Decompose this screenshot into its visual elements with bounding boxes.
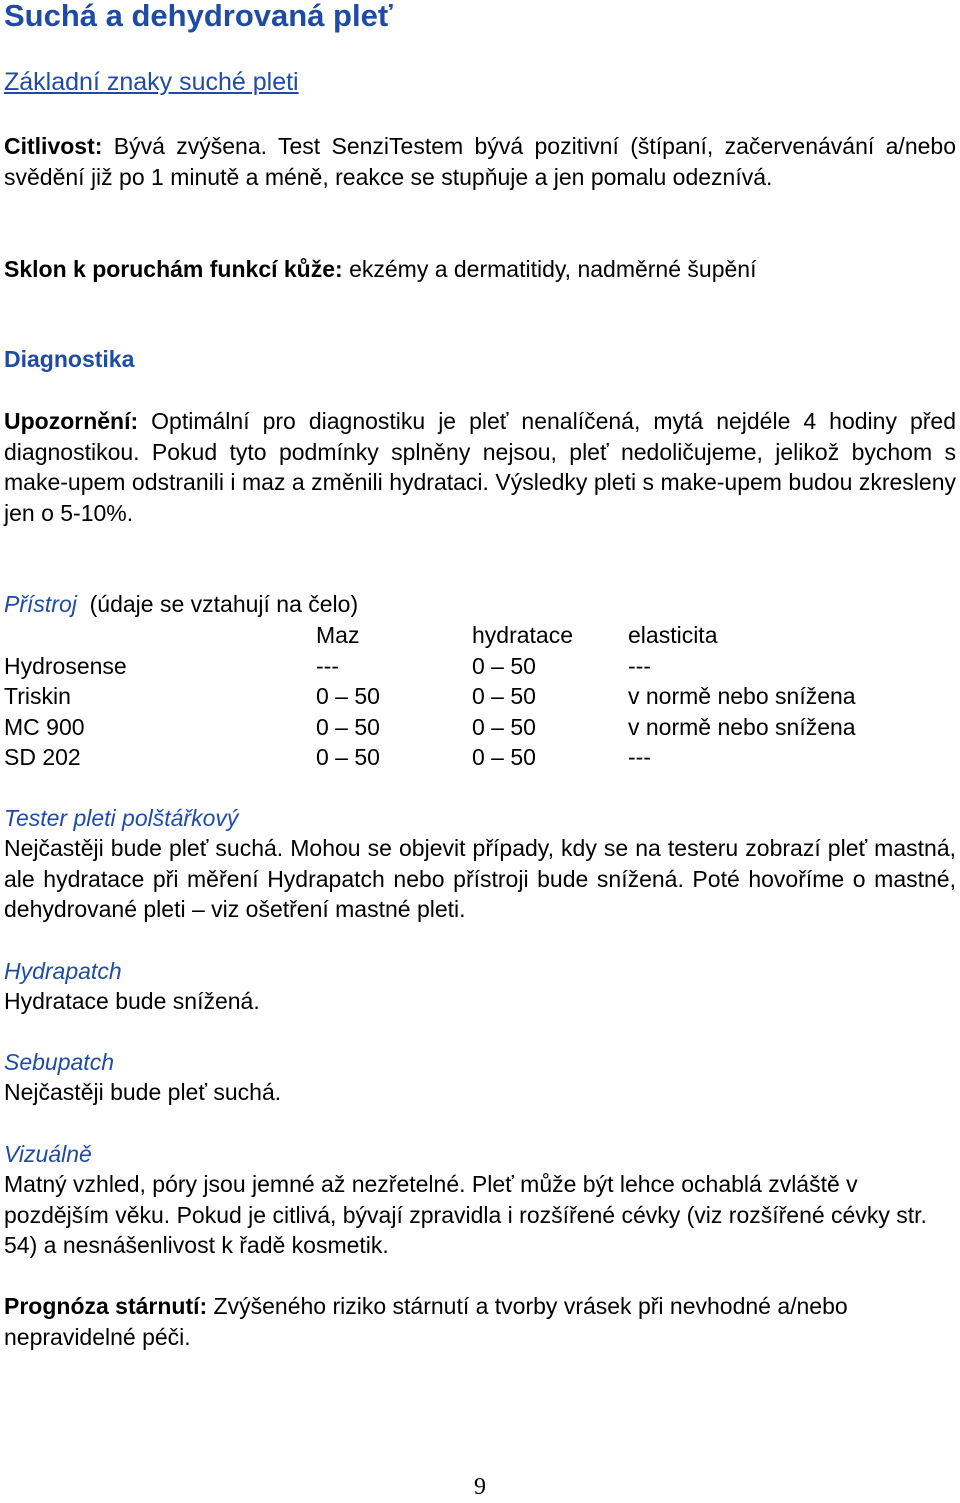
column-header-maz: Maz bbox=[316, 622, 360, 648]
table-cell-hydratace: 0 – 50 bbox=[472, 652, 536, 679]
table-cell-hydratace: 0 – 50 bbox=[472, 744, 536, 770]
pristroj-heading-line bbox=[4, 589, 358, 619]
column-header-elasticita: elasticita bbox=[628, 622, 718, 648]
table-cell-hydratace: 0 – 50 bbox=[472, 713, 536, 740]
table-cell-device: Triskin bbox=[4, 683, 71, 709]
table-row bbox=[4, 742, 944, 773]
table-header-row bbox=[4, 620, 944, 651]
citlivost-text: Bývá zvýšena. Test SenziTestem bývá pozitivní (štípaní, začervenávání a/nebo svědění již po 1 minutě a méně, reakce se stupňuje a jen pomalu odeznívá. bbox=[4, 133, 956, 190]
sklon-paragraph bbox=[4, 254, 956, 285]
hydrapatch-heading: Hydrapatch bbox=[4, 958, 122, 984]
upozorneni-paragraph bbox=[4, 406, 956, 528]
tester-heading: Tester pleti polštářkový bbox=[4, 805, 239, 831]
device-table bbox=[4, 620, 944, 773]
subtitle-link[interactable]: Základní znaky suché pleti bbox=[4, 68, 299, 96]
pristroj-heading: Přístroj bbox=[4, 591, 77, 617]
upozorneni-text: Optimální pro diagnostiku je pleť nenalíčená, mytá nejdéle 4 hodiny před diagnostikou. Pokud tyto podmínky splněny nejsou, pleť nedoličujeme, jelikož bychom s make-upem odstranili i maz a změnili hydrataci. Výsledky pleti s make-upem budou zkresleny jen o 5-10%. bbox=[4, 408, 956, 526]
table-row bbox=[4, 681, 944, 712]
vizualne-heading: Vizuálně bbox=[4, 1141, 92, 1167]
table-cell-elasticita: v normě nebo snížena bbox=[628, 713, 856, 740]
table-cell-maz: 0 – 50 bbox=[316, 744, 380, 770]
prognoza-label: Prognóza stárnutí: bbox=[4, 1293, 208, 1319]
citlivost-paragraph bbox=[4, 131, 956, 192]
table-cell-device: MC 900 bbox=[4, 713, 85, 740]
table-cell-maz: 0 – 50 bbox=[316, 713, 380, 740]
pristroj-note: (údaje se vztahují na čelo) bbox=[89, 591, 359, 617]
table-cell-maz: --- bbox=[316, 652, 339, 679]
page-title: Suchá a dehydrovaná pleť bbox=[4, 0, 393, 33]
sklon-text: ekzémy a dermatitidy, nadměrné šupění bbox=[342, 256, 757, 282]
diagnostika-heading: Diagnostika bbox=[4, 346, 135, 372]
table-cell-device: Hydrosense bbox=[4, 652, 127, 679]
table-cell-elasticita: v normě nebo snížena bbox=[628, 683, 856, 709]
table-row bbox=[4, 712, 944, 743]
table-cell-elasticita: --- bbox=[628, 652, 651, 679]
sebupatch-heading: Sebupatch bbox=[4, 1049, 114, 1075]
sklon-label: Sklon k poruchám funkcí kůže: bbox=[4, 256, 343, 282]
tester-paragraph: Nejčastěji bude pleť suchá. Mohou se objevit případy, kdy se na testeru zobrazí pleť mastná, ale hydratace při měření Hydrapatch nebo přístroji bude snížená. Poté hovoříme o mastné, dehydrované pleti – viz ošetření mastné pleti. bbox=[4, 835, 956, 922]
citlivost-label: Citlivost: bbox=[4, 133, 103, 159]
column-header-hydratace: hydratace bbox=[472, 622, 574, 648]
table-cell-device: SD 202 bbox=[4, 744, 81, 770]
table-cell-maz: 0 – 50 bbox=[316, 683, 380, 709]
hydrapatch-paragraph: Hydratace bude snížená. bbox=[4, 988, 260, 1014]
sebupatch-paragraph: Nejčastěji bude pleť suchá. bbox=[4, 1079, 282, 1105]
table-row bbox=[4, 651, 944, 682]
table-cell-hydratace: 0 – 50 bbox=[472, 683, 536, 709]
prognoza-paragraph bbox=[4, 1291, 904, 1352]
page-number: 9 bbox=[474, 1474, 486, 1500]
vizualne-paragraph: Matný vzhled, póry jsou jemné až nezřetelné. Pleť může být lehce ochablá zvláště v pozdějším věku. Pokud je citlivá, bývají zpravidla i rozšířené cévky (viz rozšířené cévky str. 54) a nesnášenlivost k řadě kosmetik. bbox=[4, 1171, 927, 1258]
table-cell-elasticita: --- bbox=[628, 744, 651, 770]
prognoza-text: Zvýšeného riziko stárnutí a tvorby vrásek při nevhodné a/nebo nepravidelné péči. bbox=[4, 1293, 848, 1350]
upozorneni-label: Upozornění: bbox=[4, 408, 139, 434]
